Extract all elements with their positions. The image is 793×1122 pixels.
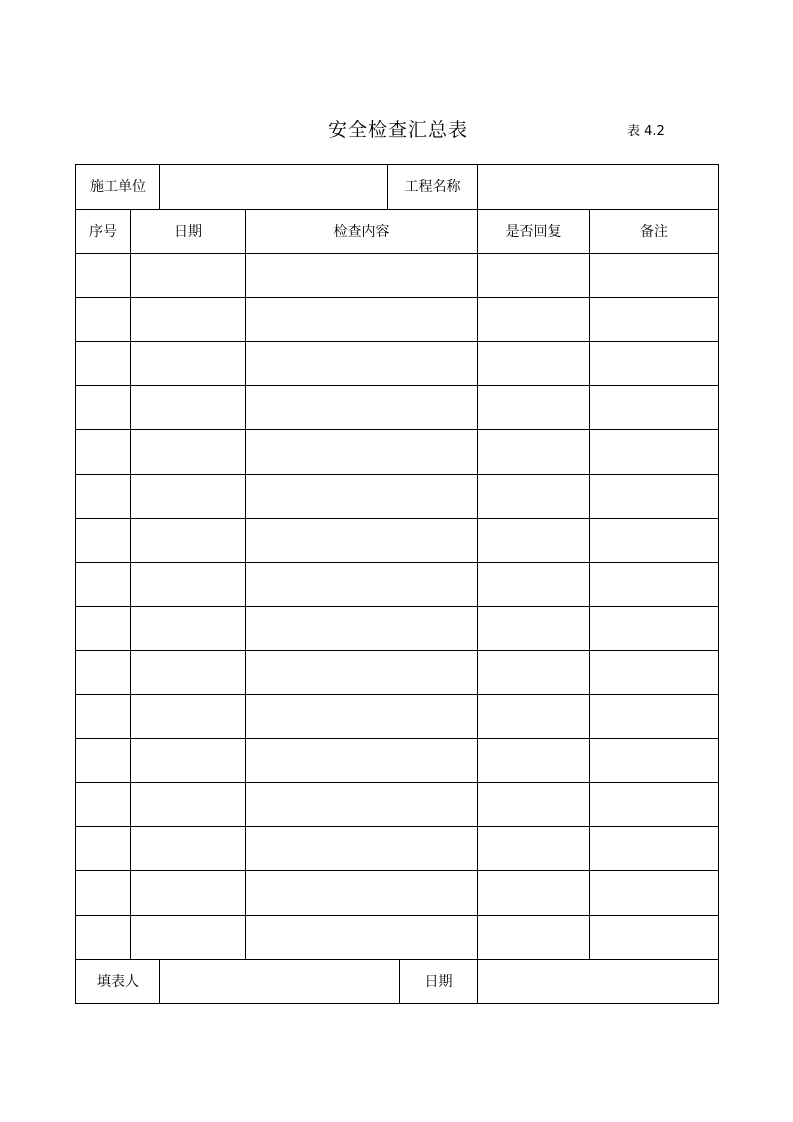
date-cell[interactable] [131, 695, 245, 738]
date-cell[interactable] [131, 916, 245, 959]
date-cell[interactable] [131, 651, 245, 694]
table-row [76, 342, 718, 385]
content-cell[interactable] [246, 563, 477, 606]
unit-value-field[interactable] [160, 165, 387, 209]
replied-cell[interactable] [478, 651, 589, 694]
table-row [76, 607, 718, 650]
index-cell[interactable] [76, 651, 130, 694]
index-cell[interactable] [76, 342, 130, 385]
table-row [76, 563, 718, 606]
date-cell[interactable] [131, 563, 245, 606]
remarks-cell[interactable] [590, 298, 718, 341]
column-header-date: 日期 [174, 223, 202, 240]
content-cell[interactable] [246, 298, 477, 341]
remarks-cell[interactable] [590, 342, 718, 385]
replied-cell[interactable] [478, 563, 589, 606]
index-cell[interactable] [76, 386, 130, 429]
table-row [76, 695, 718, 738]
replied-cell[interactable] [478, 607, 589, 650]
remarks-cell[interactable] [590, 695, 718, 738]
replied-cell[interactable] [478, 916, 589, 959]
index-cell[interactable] [76, 519, 130, 562]
replied-cell[interactable] [478, 254, 589, 297]
index-cell[interactable] [76, 254, 130, 297]
column-header-replied: 是否回复 [505, 223, 562, 240]
project-name-value-field[interactable] [478, 165, 718, 209]
content-cell[interactable] [246, 254, 477, 297]
replied-cell[interactable] [478, 342, 589, 385]
table-row [76, 519, 718, 562]
table-row [76, 475, 718, 518]
table-row [76, 430, 718, 473]
remarks-cell[interactable] [590, 607, 718, 650]
form-title: 安全检查汇总表 [327, 119, 468, 141]
replied-cell[interactable] [478, 298, 589, 341]
replied-cell[interactable] [478, 695, 589, 738]
content-cell[interactable] [246, 607, 477, 650]
content-cell[interactable] [246, 386, 477, 429]
column-header-index: 序号 [89, 223, 117, 240]
remarks-cell[interactable] [590, 430, 718, 473]
remarks-cell[interactable] [590, 519, 718, 562]
index-cell[interactable] [76, 827, 130, 870]
date-cell[interactable] [131, 739, 245, 782]
remarks-cell[interactable] [590, 563, 718, 606]
footer-date-label: 日期 [424, 973, 453, 990]
filler-label: 填表人 [97, 973, 139, 990]
content-cell[interactable] [246, 651, 477, 694]
replied-cell[interactable] [478, 386, 589, 429]
date-cell[interactable] [131, 475, 245, 518]
content-cell[interactable] [246, 519, 477, 562]
table-row [76, 254, 718, 297]
content-cell[interactable] [246, 871, 477, 914]
index-cell[interactable] [76, 563, 130, 606]
date-cell[interactable] [131, 783, 245, 826]
table-number: 表 4.2 [627, 124, 665, 139]
index-cell[interactable] [76, 475, 130, 518]
index-cell[interactable] [76, 916, 130, 959]
table-row [76, 298, 718, 341]
table-row [76, 651, 718, 694]
remarks-cell[interactable] [590, 827, 718, 870]
index-cell[interactable] [76, 298, 130, 341]
content-cell[interactable] [246, 916, 477, 959]
content-cell[interactable] [246, 783, 477, 826]
date-cell[interactable] [131, 519, 245, 562]
replied-cell[interactable] [478, 519, 589, 562]
index-cell[interactable] [76, 739, 130, 782]
table-row [76, 783, 718, 826]
replied-cell[interactable] [478, 475, 589, 518]
table-row [76, 739, 718, 782]
content-cell[interactable] [246, 827, 477, 870]
content-cell[interactable] [246, 342, 477, 385]
column-header-content: 检查内容 [333, 223, 390, 240]
table-row [76, 871, 718, 914]
date-cell[interactable] [131, 871, 245, 914]
remarks-cell[interactable] [590, 783, 718, 826]
remarks-cell[interactable] [590, 254, 718, 297]
filler-value-field[interactable] [160, 960, 399, 1003]
content-cell[interactable] [246, 739, 477, 782]
date-cell[interactable] [131, 827, 245, 870]
content-cell[interactable] [246, 475, 477, 518]
index-cell[interactable] [76, 783, 130, 826]
replied-cell[interactable] [478, 430, 589, 473]
remarks-cell[interactable] [590, 871, 718, 914]
column-header-remarks: 备注 [640, 223, 668, 240]
remarks-cell[interactable] [590, 916, 718, 959]
remarks-cell[interactable] [590, 386, 718, 429]
unit-label: 施工单位 [90, 179, 146, 195]
date-cell[interactable] [131, 386, 245, 429]
remarks-cell[interactable] [590, 475, 718, 518]
content-cell[interactable] [246, 430, 477, 473]
table-row [76, 386, 718, 429]
project-name-label: 工程名称 [404, 179, 461, 195]
table-row [76, 827, 718, 870]
remarks-cell[interactable] [590, 651, 718, 694]
index-cell[interactable] [76, 695, 130, 738]
content-cell[interactable] [246, 695, 477, 738]
replied-cell[interactable] [478, 827, 589, 870]
replied-cell[interactable] [478, 783, 589, 826]
replied-cell[interactable] [478, 871, 589, 914]
date-cell[interactable] [131, 607, 245, 650]
remarks-cell[interactable] [590, 739, 718, 782]
replied-cell[interactable] [478, 739, 589, 782]
safety-inspection-summary-form [75, 164, 719, 1004]
footer-date-value-field[interactable] [478, 960, 718, 1003]
date-cell[interactable] [131, 298, 245, 341]
index-cell[interactable] [76, 430, 130, 473]
date-cell[interactable] [131, 342, 245, 385]
index-cell[interactable] [76, 871, 130, 914]
table-row [76, 916, 718, 959]
date-cell[interactable] [131, 254, 245, 297]
index-cell[interactable] [76, 607, 130, 650]
date-cell[interactable] [131, 430, 245, 473]
